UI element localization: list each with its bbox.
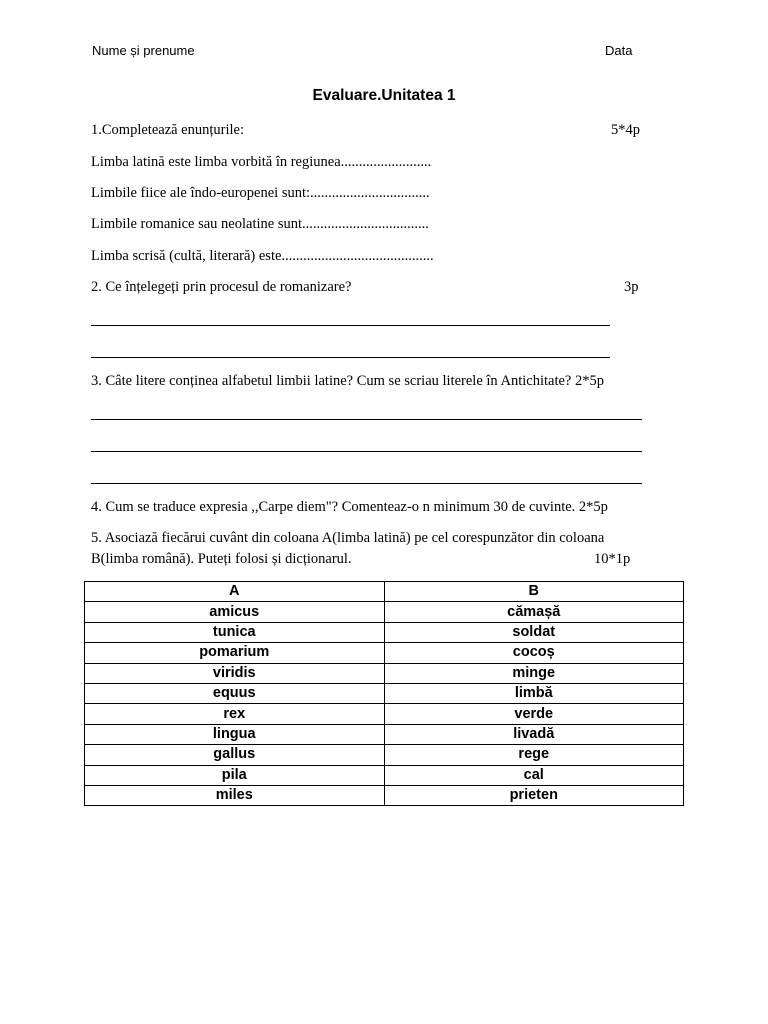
answer-line xyxy=(91,357,610,358)
q2-points: 3p xyxy=(624,279,639,295)
q1-item: Limbile fiice ale îndo-europenei sunt:................................. xyxy=(91,185,430,201)
table-row xyxy=(85,745,684,765)
answer-line xyxy=(91,451,642,452)
romanian-word: limbă xyxy=(384,683,684,703)
q1-item: Limba scrisă (cultă, literară) este.......................................... xyxy=(91,248,434,264)
q5-points: 10*1p xyxy=(594,551,631,567)
name-label: Nume și prenume xyxy=(92,43,195,58)
romanian-word: minge xyxy=(384,663,684,683)
table-row xyxy=(85,704,684,724)
column-a-header: A xyxy=(85,582,385,602)
q2-prompt: 2. Ce înțelegeți prin procesul de romanizare? xyxy=(91,279,352,295)
latin-word: tunica xyxy=(85,622,385,642)
romanian-word: cal xyxy=(384,765,684,785)
q4-prompt: 4. Cum se traduce expresia ,,Carpe diem"? Comenteaz-o n minimum 30 de cuvinte. 2*5p xyxy=(91,499,608,515)
q5-line1: 5. Asociază fiecărui cuvânt din coloana A(limba latină) pe cel corespunzător din coloana xyxy=(91,530,605,546)
latin-word: lingua xyxy=(85,724,385,744)
latin-word: rex xyxy=(85,704,385,724)
latin-word: pomarium xyxy=(85,643,385,663)
q1-item: Limba latină este limba vorbită în regiunea......................... xyxy=(91,154,432,170)
table-header-row xyxy=(85,582,684,602)
column-b-header: B xyxy=(384,582,684,602)
table-row xyxy=(85,622,684,642)
matching-table xyxy=(84,581,684,806)
romanian-word: livadă xyxy=(384,724,684,744)
latin-word: gallus xyxy=(85,745,385,765)
romanian-word: cămașă xyxy=(384,602,684,622)
answer-line xyxy=(91,325,610,326)
table-row xyxy=(85,602,684,622)
romanian-word: verde xyxy=(384,704,684,724)
page-title: Evaluare.Unitatea 1 xyxy=(312,87,456,104)
table-row xyxy=(85,643,684,663)
romanian-word: rege xyxy=(384,745,684,765)
table-row xyxy=(85,663,684,683)
q3-prompt: 3. Câte litere conținea alfabetul limbii latine? Cum se scriau literele în Antichitate? 2*5p xyxy=(91,373,604,389)
latin-word: viridis xyxy=(85,663,385,683)
q1-points: 5*4p xyxy=(611,122,640,138)
q1-item: Limbile romanice sau neolatine sunt................................... xyxy=(91,216,429,232)
latin-word: amicus xyxy=(85,602,385,622)
latin-word: miles xyxy=(85,785,385,805)
answer-line xyxy=(91,419,642,420)
table-row xyxy=(85,724,684,744)
table-row xyxy=(85,765,684,785)
q5-line2: B(limba română). Puteți folosi și dicționarul. xyxy=(91,551,352,567)
date-label: Data xyxy=(605,43,633,58)
table-row xyxy=(85,785,684,805)
romanian-word: prieten xyxy=(384,785,684,805)
table-row xyxy=(85,683,684,703)
latin-word: equus xyxy=(85,683,385,703)
answer-line xyxy=(91,483,642,484)
q1-prompt: 1.Completează enunțurile: xyxy=(91,122,245,138)
latin-word: pila xyxy=(85,765,385,785)
romanian-word: soldat xyxy=(384,622,684,642)
romanian-word: cocoș xyxy=(384,643,684,663)
